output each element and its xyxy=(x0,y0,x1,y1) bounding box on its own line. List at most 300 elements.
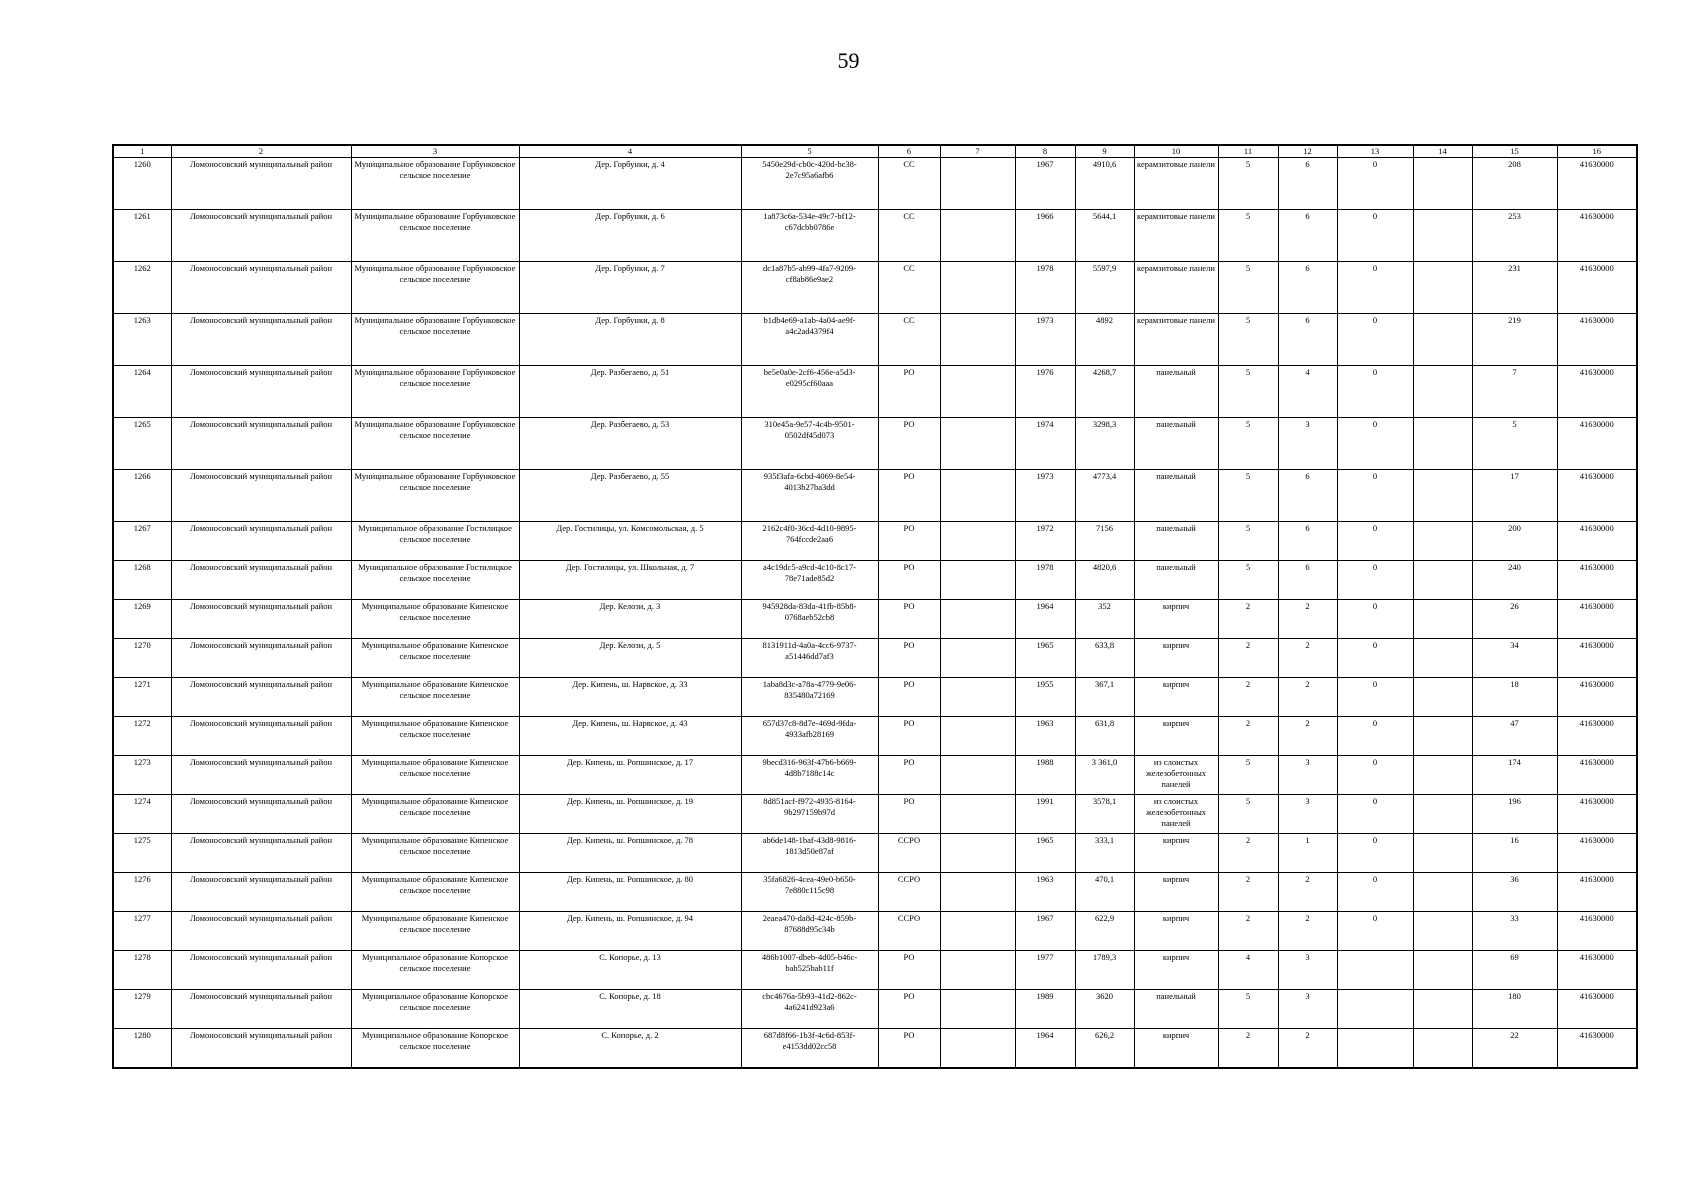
oktmo-cell: 41630000 xyxy=(1557,561,1637,600)
category-cell: РО xyxy=(878,639,940,678)
floors-cell: 5 xyxy=(1218,158,1278,210)
wall-material-cell: из слоистых железобетонных панелей xyxy=(1134,756,1218,795)
address-cell: С. Копорье, д. 13 xyxy=(519,951,741,990)
house-guid-cell: dc1a87b5-ab99-4fa7-9209-cf8ab86e9ae2 xyxy=(741,262,878,314)
residents-cell: 208 xyxy=(1472,158,1557,210)
house-guid-cell: 687d8f66-1b3f-4c6d-853f-e4153dd02cc58 xyxy=(741,1029,878,1068)
table-row xyxy=(113,314,1637,366)
wall-material-cell: кирпич xyxy=(1134,912,1218,951)
table-row xyxy=(113,639,1637,678)
year-cell: 1965 xyxy=(1015,834,1075,873)
floors-cell: 5 xyxy=(1218,210,1278,262)
area-cell: 3620 xyxy=(1075,990,1134,1029)
oktmo-cell: 41630000 xyxy=(1557,262,1637,314)
table-row xyxy=(113,834,1637,873)
category-cell: РО xyxy=(878,366,940,418)
house-guid-cell: 2eaea470-da8d-424c-859b-87688d95c34b xyxy=(741,912,878,951)
col14-cell xyxy=(1413,600,1472,639)
area-cell: 3298,3 xyxy=(1075,418,1134,470)
house-guid-cell: ab6de148-1baf-43d8-9816-1813d50e87af xyxy=(741,834,878,873)
entrances-cell: 2 xyxy=(1278,912,1337,951)
house-guid-cell: 5450e29d-cb0c-420d-bc38-2e7c95a6afb6 xyxy=(741,158,878,210)
address-cell: Дер. Горбунки, д. 6 xyxy=(519,210,741,262)
wall-material-cell: кирпич xyxy=(1134,678,1218,717)
district-cell: Ломоносовский муниципальный район xyxy=(171,522,351,561)
column-number-15: 15 xyxy=(1472,145,1557,158)
page-number: 59 xyxy=(837,48,860,73)
col14-cell xyxy=(1413,990,1472,1029)
residents-cell: 33 xyxy=(1472,912,1557,951)
column-number-16: 16 xyxy=(1557,145,1637,158)
wall-material-cell: панельный xyxy=(1134,470,1218,522)
entrances-cell: 2 xyxy=(1278,678,1337,717)
year-cell: 1974 xyxy=(1015,418,1075,470)
col13-cell: 0 xyxy=(1337,912,1413,951)
area-cell: 4910,6 xyxy=(1075,158,1134,210)
table-row xyxy=(113,951,1637,990)
category-cell: РО xyxy=(878,756,940,795)
column-number-12: 12 xyxy=(1278,145,1337,158)
column-number-1: 1 xyxy=(113,145,171,158)
house-guid-cell: 2162c4f0-36cd-4d10-9895-764fccde2aa6 xyxy=(741,522,878,561)
oktmo-cell: 41630000 xyxy=(1557,158,1637,210)
col7-cell xyxy=(940,717,1015,756)
oktmo-cell: 41630000 xyxy=(1557,912,1637,951)
residents-cell: 34 xyxy=(1472,639,1557,678)
row-number: 1274 xyxy=(113,795,171,834)
col14-cell xyxy=(1413,314,1472,366)
column-number-7: 7 xyxy=(940,145,1015,158)
col14-cell xyxy=(1413,717,1472,756)
col14-cell xyxy=(1413,912,1472,951)
residents-cell: 180 xyxy=(1472,990,1557,1029)
col13-cell: 0 xyxy=(1337,314,1413,366)
category-cell: РО xyxy=(878,990,940,1029)
address-cell: С. Копорье, д. 18 xyxy=(519,990,741,1029)
municipality-cell: Муниципальное образование Горбунковское сельское поселение xyxy=(351,314,519,366)
entrances-cell: 6 xyxy=(1278,210,1337,262)
residents-cell: 5 xyxy=(1472,418,1557,470)
category-cell: РО xyxy=(878,1029,940,1068)
address-cell: С. Копорье, д. 2 xyxy=(519,1029,741,1068)
row-number: 1265 xyxy=(113,418,171,470)
year-cell: 1966 xyxy=(1015,210,1075,262)
district-cell: Ломоносовский муниципальный район xyxy=(171,795,351,834)
year-cell: 1978 xyxy=(1015,262,1075,314)
row-number: 1261 xyxy=(113,210,171,262)
residents-cell: 231 xyxy=(1472,262,1557,314)
table-row xyxy=(113,756,1637,795)
year-cell: 1963 xyxy=(1015,717,1075,756)
wall-material-cell: из слоистых железобетонных панелей xyxy=(1134,795,1218,834)
entrances-cell: 3 xyxy=(1278,418,1337,470)
oktmo-cell: 41630000 xyxy=(1557,717,1637,756)
municipality-cell: Муниципальное образование Кипенское сельское поселение xyxy=(351,600,519,639)
col7-cell xyxy=(940,522,1015,561)
floors-cell: 5 xyxy=(1218,990,1278,1029)
table-row xyxy=(113,470,1637,522)
col14-cell xyxy=(1413,873,1472,912)
floors-cell: 5 xyxy=(1218,418,1278,470)
area-cell: 3578,1 xyxy=(1075,795,1134,834)
floors-cell: 5 xyxy=(1218,561,1278,600)
col13-cell: 0 xyxy=(1337,678,1413,717)
district-cell: Ломоносовский муниципальный район xyxy=(171,912,351,951)
district-cell: Ломоносовский муниципальный район xyxy=(171,561,351,600)
house-guid-cell: 35fa6826-4cea-49e0-b650-7e880c115c98 xyxy=(741,873,878,912)
floors-cell: 5 xyxy=(1218,795,1278,834)
year-cell: 1976 xyxy=(1015,366,1075,418)
entrances-cell: 6 xyxy=(1278,470,1337,522)
entrances-cell: 6 xyxy=(1278,314,1337,366)
year-cell: 1988 xyxy=(1015,756,1075,795)
col13-cell xyxy=(1337,951,1413,990)
wall-material-cell: кирпич xyxy=(1134,639,1218,678)
col7-cell xyxy=(940,834,1015,873)
address-cell: Дер. Разбегаево, д. 55 xyxy=(519,470,741,522)
table-row xyxy=(113,990,1637,1029)
oktmo-cell: 41630000 xyxy=(1557,470,1637,522)
col13-cell: 0 xyxy=(1337,158,1413,210)
address-cell: Дер. Кипень, ш. Ропшинское, д. 80 xyxy=(519,873,741,912)
house-guid-cell: 9becd316-963f-47b6-b669-4d8b7188c14c xyxy=(741,756,878,795)
col13-cell: 0 xyxy=(1337,262,1413,314)
row-number: 1279 xyxy=(113,990,171,1029)
floors-cell: 5 xyxy=(1218,262,1278,314)
house-guid-cell: 935f3afa-6cbd-4069-8e54-4013b27ba3dd xyxy=(741,470,878,522)
residents-cell: 196 xyxy=(1472,795,1557,834)
row-number: 1262 xyxy=(113,262,171,314)
district-cell: Ломоносовский муниципальный район xyxy=(171,470,351,522)
municipality-cell: Муниципальное образование Горбунковское сельское поселение xyxy=(351,262,519,314)
category-cell: ССРО xyxy=(878,912,940,951)
column-number-6: 6 xyxy=(878,145,940,158)
col7-cell xyxy=(940,990,1015,1029)
category-cell: ССРО xyxy=(878,873,940,912)
residents-cell: 16 xyxy=(1472,834,1557,873)
entrances-cell: 3 xyxy=(1278,990,1337,1029)
area-cell: 4773,4 xyxy=(1075,470,1134,522)
year-cell: 1967 xyxy=(1015,912,1075,951)
oktmo-cell: 41630000 xyxy=(1557,210,1637,262)
category-cell: РО xyxy=(878,522,940,561)
category-cell: РО xyxy=(878,795,940,834)
table-row xyxy=(113,717,1637,756)
floors-cell: 2 xyxy=(1218,600,1278,639)
col14-cell xyxy=(1413,678,1472,717)
wall-material-cell: панельный xyxy=(1134,990,1218,1029)
col13-cell: 0 xyxy=(1337,210,1413,262)
district-cell: Ломоносовский муниципальный район xyxy=(171,873,351,912)
municipality-cell: Муниципальное образование Копорское сельское поселение xyxy=(351,951,519,990)
address-cell: Дер. Гостилицы, ул. Школьная, д. 7 xyxy=(519,561,741,600)
address-cell: Дер. Кипень, ш. Ропшинское, д. 17 xyxy=(519,756,741,795)
area-cell: 626,2 xyxy=(1075,1029,1134,1068)
column-number-11: 11 xyxy=(1218,145,1278,158)
house-guid-cell: 486b1007-dbeb-4d05-b46c-bab525bab11f xyxy=(741,951,878,990)
municipality-cell: Муниципальное образование Кипенское сельское поселение xyxy=(351,912,519,951)
year-cell: 1978 xyxy=(1015,561,1075,600)
column-number-5: 5 xyxy=(741,145,878,158)
column-number-9: 9 xyxy=(1075,145,1134,158)
area-cell: 633,8 xyxy=(1075,639,1134,678)
entrances-cell: 2 xyxy=(1278,873,1337,912)
col14-cell xyxy=(1413,262,1472,314)
house-guid-cell: 1a873c6a-534e-49c7-bf12-c67dcbb0786e xyxy=(741,210,878,262)
district-cell: Ломоносовский муниципальный район xyxy=(171,210,351,262)
area-cell: 333,1 xyxy=(1075,834,1134,873)
category-cell: РО xyxy=(878,561,940,600)
col13-cell: 0 xyxy=(1337,366,1413,418)
wall-material-cell: кирпич xyxy=(1134,951,1218,990)
year-cell: 1964 xyxy=(1015,600,1075,639)
residents-cell: 36 xyxy=(1472,873,1557,912)
address-cell: Дер. Кипень, ш. Нарвское, д. 43 xyxy=(519,717,741,756)
house-guid-cell: 310e45a-9e57-4c4b-9501-0502df45d073 xyxy=(741,418,878,470)
col7-cell xyxy=(940,314,1015,366)
col14-cell xyxy=(1413,834,1472,873)
row-number: 1266 xyxy=(113,470,171,522)
col14-cell xyxy=(1413,951,1472,990)
floors-cell: 5 xyxy=(1218,522,1278,561)
table-row xyxy=(113,678,1637,717)
area-cell: 622,9 xyxy=(1075,912,1134,951)
address-cell: Дер. Кипень, ш. Ропшинское, д. 94 xyxy=(519,912,741,951)
table-row xyxy=(113,600,1637,639)
col13-cell xyxy=(1337,990,1413,1029)
col14-cell xyxy=(1413,366,1472,418)
col7-cell xyxy=(940,795,1015,834)
entrances-cell: 4 xyxy=(1278,366,1337,418)
wall-material-cell: кирпич xyxy=(1134,600,1218,639)
entrances-cell: 2 xyxy=(1278,639,1337,678)
col7-cell xyxy=(940,678,1015,717)
address-cell: Дер. Горбунки, д. 4 xyxy=(519,158,741,210)
wall-material-cell: керамзитовые панели xyxy=(1134,314,1218,366)
address-cell: Дер. Кипень, ш. Нарвское, д. 33 xyxy=(519,678,741,717)
address-cell: Дер. Горбунки, д. 8 xyxy=(519,314,741,366)
floors-cell: 2 xyxy=(1218,678,1278,717)
table-row xyxy=(113,210,1637,262)
year-cell: 1972 xyxy=(1015,522,1075,561)
row-number: 1269 xyxy=(113,600,171,639)
col13-cell: 0 xyxy=(1337,834,1413,873)
oktmo-cell: 41630000 xyxy=(1557,314,1637,366)
category-cell: РО xyxy=(878,678,940,717)
area-cell: 3 361,0 xyxy=(1075,756,1134,795)
category-cell: СС xyxy=(878,158,940,210)
address-cell: Дер. Кипень, ш. Ропшинское, д. 19 xyxy=(519,795,741,834)
entrances-cell: 1 xyxy=(1278,834,1337,873)
col7-cell xyxy=(940,158,1015,210)
row-number: 1271 xyxy=(113,678,171,717)
wall-material-cell: керамзитовые панели xyxy=(1134,262,1218,314)
category-cell: РО xyxy=(878,951,940,990)
table-row xyxy=(113,522,1637,561)
wall-material-cell: керамзитовые панели xyxy=(1134,210,1218,262)
floors-cell: 2 xyxy=(1218,912,1278,951)
oktmo-cell: 41630000 xyxy=(1557,873,1637,912)
municipality-cell: Муниципальное образование Кипенское сельское поселение xyxy=(351,795,519,834)
district-cell: Ломоносовский муниципальный район xyxy=(171,951,351,990)
column-number-14: 14 xyxy=(1413,145,1472,158)
residents-cell: 18 xyxy=(1472,678,1557,717)
category-cell: СС xyxy=(878,210,940,262)
floors-cell: 5 xyxy=(1218,756,1278,795)
house-guid-cell: a4c19dc5-a9cd-4c10-8c17-78e71ade85d2 xyxy=(741,561,878,600)
oktmo-cell: 41630000 xyxy=(1557,366,1637,418)
district-cell: Ломоносовский муниципальный район xyxy=(171,990,351,1029)
municipality-cell: Муниципальное образование Гостилицкое сельское поселение xyxy=(351,522,519,561)
entrances-cell: 3 xyxy=(1278,951,1337,990)
year-cell: 1991 xyxy=(1015,795,1075,834)
year-cell: 1967 xyxy=(1015,158,1075,210)
residents-cell: 7 xyxy=(1472,366,1557,418)
municipality-cell: Муниципальное образование Горбунковское сельское поселение xyxy=(351,470,519,522)
floors-cell: 4 xyxy=(1218,951,1278,990)
address-cell: Дер. Разбегаево, д. 51 xyxy=(519,366,741,418)
residents-cell: 69 xyxy=(1472,951,1557,990)
district-cell: Ломоносовский муниципальный район xyxy=(171,600,351,639)
col7-cell xyxy=(940,366,1015,418)
address-cell: Дер. Разбегаево, д. 53 xyxy=(519,418,741,470)
area-cell: 631,8 xyxy=(1075,717,1134,756)
col13-cell: 0 xyxy=(1337,873,1413,912)
municipality-cell: Муниципальное образование Кипенское сельское поселение xyxy=(351,873,519,912)
table-row xyxy=(113,366,1637,418)
wall-material-cell: панельный xyxy=(1134,418,1218,470)
residents-cell: 219 xyxy=(1472,314,1557,366)
category-cell: ССРО xyxy=(878,834,940,873)
area-cell: 1789,3 xyxy=(1075,951,1134,990)
column-number-3: 3 xyxy=(351,145,519,158)
oktmo-cell: 41630000 xyxy=(1557,522,1637,561)
area-cell: 5597,9 xyxy=(1075,262,1134,314)
row-number: 1277 xyxy=(113,912,171,951)
table-row xyxy=(113,418,1637,470)
house-guid-cell: 945928da-83da-41fb-85b8-0768aeb52cb8 xyxy=(741,600,878,639)
entrances-cell: 2 xyxy=(1278,600,1337,639)
address-cell: Дер. Гостилицы, ул. Комсомольская, д. 5 xyxy=(519,522,741,561)
floors-cell: 5 xyxy=(1218,314,1278,366)
col7-cell xyxy=(940,210,1015,262)
table-body xyxy=(113,158,1637,1068)
municipality-cell: Муниципальное образование Кипенское сельское поселение xyxy=(351,639,519,678)
col7-cell xyxy=(940,639,1015,678)
area-cell: 4820,6 xyxy=(1075,561,1134,600)
year-cell: 1964 xyxy=(1015,1029,1075,1068)
table-row xyxy=(113,912,1637,951)
category-cell: СС xyxy=(878,314,940,366)
year-cell: 1989 xyxy=(1015,990,1075,1029)
wall-material-cell: кирпич xyxy=(1134,717,1218,756)
municipality-cell: Муниципальное образование Кипенское сельское поселение xyxy=(351,717,519,756)
table-row xyxy=(113,158,1637,210)
area-cell: 5644,1 xyxy=(1075,210,1134,262)
district-cell: Ломоносовский муниципальный район xyxy=(171,678,351,717)
wall-material-cell: кирпич xyxy=(1134,834,1218,873)
wall-material-cell: кирпич xyxy=(1134,1029,1218,1068)
floors-cell: 2 xyxy=(1218,873,1278,912)
row-number: 1264 xyxy=(113,366,171,418)
district-cell: Ломоносовский муниципальный район xyxy=(171,366,351,418)
col14-cell xyxy=(1413,561,1472,600)
row-number: 1280 xyxy=(113,1029,171,1068)
col7-cell xyxy=(940,470,1015,522)
residents-cell: 22 xyxy=(1472,1029,1557,1068)
address-cell: Дер. Келози, д. 5 xyxy=(519,639,741,678)
col7-cell xyxy=(940,756,1015,795)
municipality-cell: Муниципальное образование Копорское сельское поселение xyxy=(351,990,519,1029)
floors-cell: 2 xyxy=(1218,1029,1278,1068)
residents-cell: 253 xyxy=(1472,210,1557,262)
municipality-cell: Муниципальное образование Кипенское сельское поселение xyxy=(351,678,519,717)
col14-cell xyxy=(1413,639,1472,678)
col7-cell xyxy=(940,418,1015,470)
row-number: 1275 xyxy=(113,834,171,873)
district-cell: Ломоносовский муниципальный район xyxy=(171,834,351,873)
oktmo-cell: 41630000 xyxy=(1557,834,1637,873)
column-number-2: 2 xyxy=(171,145,351,158)
area-cell: 7156 xyxy=(1075,522,1134,561)
oktmo-cell: 41630000 xyxy=(1557,678,1637,717)
col13-cell: 0 xyxy=(1337,717,1413,756)
entrances-cell: 6 xyxy=(1278,561,1337,600)
col7-cell xyxy=(940,561,1015,600)
floors-cell: 2 xyxy=(1218,717,1278,756)
col14-cell xyxy=(1413,1029,1472,1068)
municipality-cell: Муниципальное образование Копорское сельское поселение xyxy=(351,1029,519,1068)
entrances-cell: 6 xyxy=(1278,262,1337,314)
area-cell: 470,1 xyxy=(1075,873,1134,912)
municipality-cell: Муниципальное образование Горбунковское сельское поселение xyxy=(351,210,519,262)
address-cell: Дер. Келози, д. 3 xyxy=(519,600,741,639)
col14-cell xyxy=(1413,210,1472,262)
address-cell: Дер. Кипень, ш. Ропшинское, д. 78 xyxy=(519,834,741,873)
municipality-cell: Муниципальное образование Гостилицкое сельское поселение xyxy=(351,561,519,600)
wall-material-cell: кирпич xyxy=(1134,873,1218,912)
area-cell: 367,1 xyxy=(1075,678,1134,717)
house-guid-cell: 657d37c8-8d7e-469d-9fda-4933afb28169 xyxy=(741,717,878,756)
residents-cell: 17 xyxy=(1472,470,1557,522)
entrances-cell: 2 xyxy=(1278,1029,1337,1068)
table-row xyxy=(113,262,1637,314)
oktmo-cell: 41630000 xyxy=(1557,795,1637,834)
column-number-4: 4 xyxy=(519,145,741,158)
municipality-cell: Муниципальное образование Кипенское сельское поселение xyxy=(351,834,519,873)
house-guid-cell: be5e0a0e-2cf6-456e-a5d3-e0295cf60aaa xyxy=(741,366,878,418)
category-cell: СС xyxy=(878,262,940,314)
table-row xyxy=(113,1029,1637,1068)
col7-cell xyxy=(940,951,1015,990)
year-cell: 1963 xyxy=(1015,873,1075,912)
col13-cell: 0 xyxy=(1337,522,1413,561)
municipality-cell: Муниципальное образование Горбунковское сельское поселение xyxy=(351,418,519,470)
oktmo-cell: 41630000 xyxy=(1557,418,1637,470)
table-row xyxy=(113,561,1637,600)
row-number: 1276 xyxy=(113,873,171,912)
category-cell: РО xyxy=(878,470,940,522)
area-cell: 352 xyxy=(1075,600,1134,639)
municipality-cell: Муниципальное образование Горбунковское сельское поселение xyxy=(351,158,519,210)
col14-cell xyxy=(1413,158,1472,210)
district-cell: Ломоносовский муниципальный район xyxy=(171,1029,351,1068)
year-cell: 1973 xyxy=(1015,470,1075,522)
area-cell: 4268,7 xyxy=(1075,366,1134,418)
house-guid-cell: 8d851acf-f972-4935-8164-9b297159b97d xyxy=(741,795,878,834)
col14-cell xyxy=(1413,795,1472,834)
col13-cell: 0 xyxy=(1337,756,1413,795)
